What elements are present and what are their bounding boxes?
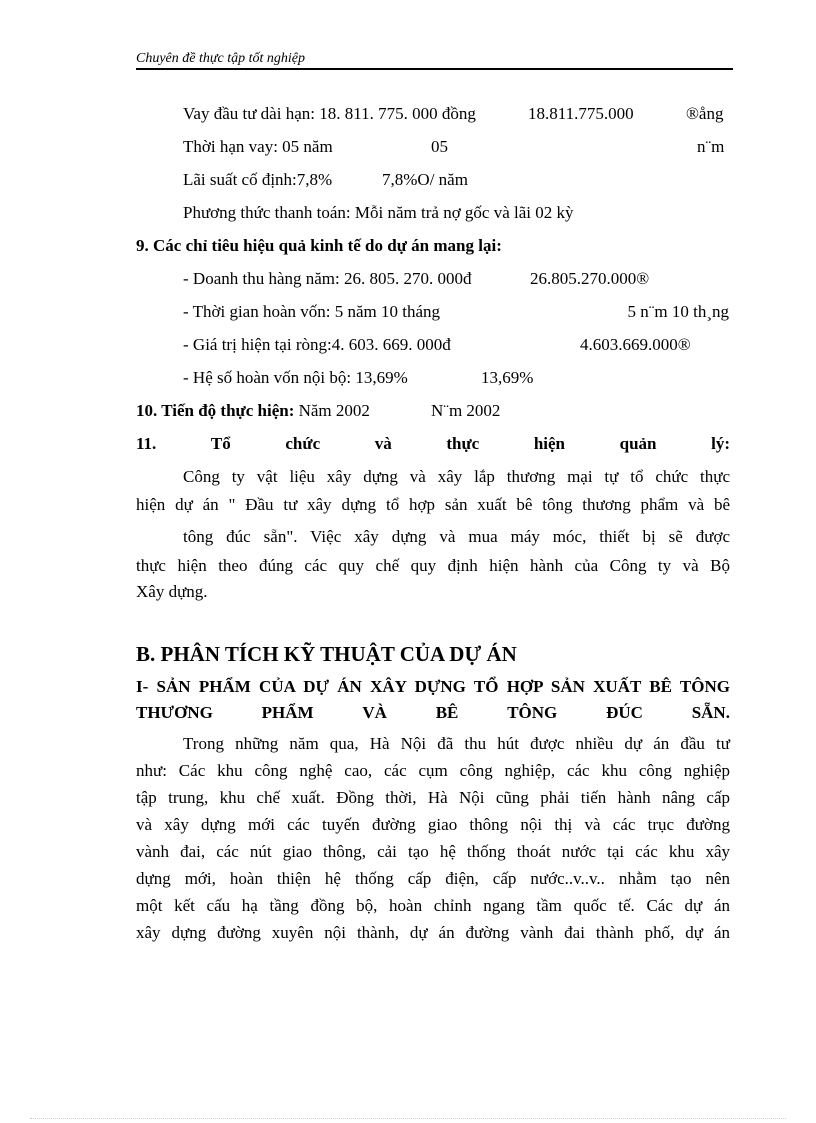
sub-word: TÔNG	[507, 703, 558, 722]
s11-word: và	[374, 434, 392, 453]
part-b-para-line: tập trung, khu chế xuất. Đồng thời, Hà Nội cũng phải tiến hành nâng cấp	[136, 788, 730, 807]
sub-word: SẴN.	[691, 703, 730, 722]
header-divider	[136, 68, 733, 70]
page-header: Chuyên đề thực tập tốt nghiệp	[136, 51, 305, 66]
irr-dup: 13,69%	[481, 368, 534, 387]
loan-term-text: Thời hạn vay: 05 năm	[183, 137, 333, 156]
s11-word: thực	[446, 434, 480, 453]
npv-dup: 4.603.669.000®	[580, 335, 691, 354]
sub-word: PHẨM	[261, 703, 314, 722]
sub-word: ĐÚC	[606, 703, 643, 722]
loan-term-unit: n¨m	[697, 137, 725, 156]
part-b-para-line: Trong những năm qua, Hà Nội đã thu hút được nhiều dự án đầu tư	[183, 734, 730, 753]
section-10	[136, 400, 370, 422]
section-9-heading: 9. Các chỉ tiêu hiệu quả kinh tế do dự án mang lại:	[136, 236, 502, 255]
s11-para-line: Xây dựng.	[136, 582, 208, 601]
loan-payment-text: Phương thức thanh toán: Mỗi năm trả nợ gốc và lãi 02 kỳ	[183, 203, 574, 222]
sub-word: THƯƠNG	[136, 703, 213, 722]
payback-text: - Thời gian hoàn vốn: 5 năm 10 tháng	[183, 302, 441, 321]
loan-term-dup: 05	[431, 137, 448, 156]
part-b-subheading-line1: I- SẢN PHẨM CỦA DỰ ÁN XÂY DỰNG TỔ HỢP SẢN XUẤT BÊ TÔNG	[136, 677, 730, 696]
page-bottom-border	[30, 1118, 786, 1119]
irr-text: - Hệ số hoàn vốn nội bộ: 13,69%	[183, 368, 408, 387]
payback-dup: 5 n¨m 10 th¸ng	[627, 302, 729, 321]
part-b-para-line: và xây dựng mới các tuyến đường giao thông nội thị và các trục đường	[136, 815, 730, 834]
s11-para-line: Công ty vật liệu xây dựng và xây lắp thương mại tự tổ chức thực	[183, 467, 730, 486]
loan-amount-dup: 18.811.775.000	[528, 104, 634, 123]
part-b-heading: B. PHÂN TÍCH KỸ THUẬT CỦA DỰ ÁN	[136, 642, 517, 666]
sub-word: VÀ	[362, 703, 387, 722]
part-b-para-line: vành đai, các nút giao thông, cải tạo hệ thống thoát nước tại các khu xây	[136, 842, 730, 861]
part-b-para-line: xây dựng đường xuyên nội thành, dự án đường vành đai thành phố, dự án	[136, 923, 730, 942]
s11-word: chức	[285, 434, 321, 453]
s11-para-line: thực hiện theo đúng các quy chế quy định hiện hành của Công ty và Bộ	[136, 556, 730, 575]
part-b-subheading-line2	[136, 702, 730, 724]
s11-para-line: hiện dự án " Đầu tư xây dựng tổ hợp sản xuất bê tông thương phẩm và bê	[136, 495, 730, 514]
part-b-para-line: như: Các khu công nghệ cao, các cụm công nghiệp, các khu công nghiệp	[136, 761, 730, 780]
loan-amount-text: Vay đầu tư dài hạn: 18. 811. 775. 000 đồng	[183, 104, 476, 123]
loan-rate-dup: 7,8%O/ năm	[382, 170, 468, 189]
loan-amount-unit: ®ång	[686, 104, 724, 123]
s11-word: 11.	[136, 434, 157, 453]
section-10-value: Năm 2002	[294, 401, 370, 420]
s11-word: Tổ	[210, 434, 231, 453]
revenue-dup: 26.805.270.000®	[530, 269, 650, 288]
s11-para-line: tông đúc sẵn". Việc xây dựng và mua máy móc, thiết bị sẽ được	[183, 527, 730, 546]
s11-word: lý:	[711, 434, 730, 453]
part-b-para-line: một kết cấu hạ tầng đồng bộ, hoàn chỉnh ngang tầm quốc tế. Các dự án	[136, 896, 730, 915]
section-11-heading	[136, 433, 730, 455]
npv-text: - Giá trị hiện tại ròng:4. 603. 669. 000đ	[183, 335, 451, 354]
part-b-para-line: dựng mới, hoàn thiện hệ thống cấp điện, cấp nước..v..v.. nhằm tạo nên	[136, 869, 730, 888]
s11-word: quản	[619, 434, 657, 453]
section-10-label: 10. Tiến độ thực hiện:	[136, 401, 295, 420]
section-10-dup: N¨m 2002	[431, 401, 501, 420]
sub-word: BÊ	[435, 703, 459, 722]
revenue-text: - Doanh thu hàng năm: 26. 805. 270. 000đ	[183, 269, 472, 288]
s11-word: hiện	[533, 434, 566, 453]
loan-rate-text: Lãi suất cố định:7,8%	[183, 170, 333, 189]
